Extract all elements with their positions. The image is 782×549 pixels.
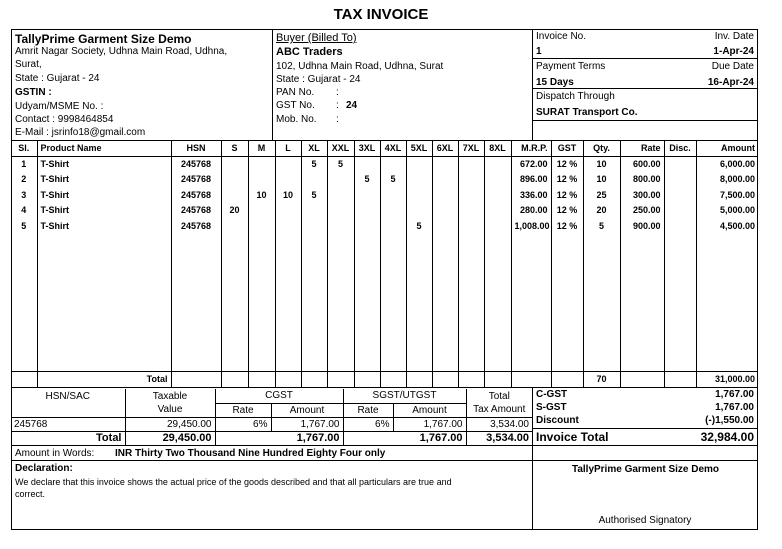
- discount-value: (-)1,550.00: [705, 415, 754, 426]
- col-header: 8XL: [484, 141, 511, 157]
- table-cell: [664, 219, 696, 235]
- tax-cgst-amount-label: Amount: [271, 403, 343, 417]
- buyer-address: 102, Udhna Main Road, Udhna, Surat: [276, 61, 444, 72]
- declaration-text-line1: We declare that this invoice shows the actual price of the goods described and that all particulars are true and: [15, 477, 452, 487]
- payment-terms-label: Payment Terms: [536, 61, 606, 72]
- table-cell: 5: [380, 172, 406, 188]
- col-header: L: [275, 141, 301, 157]
- table-cell: 5: [583, 219, 620, 235]
- tax-row-sgst-amount: 1,767.00: [393, 417, 466, 431]
- table-cell: [354, 157, 380, 173]
- dispatch-value: SURAT Transport Co.: [536, 107, 638, 118]
- seller-udyam: Udyam/MSME No. :: [15, 101, 104, 112]
- table-cell: T-Shirt: [37, 172, 171, 188]
- table-cell: [380, 188, 406, 204]
- declaration-text-line2: correct.: [15, 489, 46, 499]
- table-cell: 800.00: [620, 172, 664, 188]
- table-cell: [275, 219, 301, 235]
- table-cell: [432, 203, 458, 219]
- table-cell: [221, 219, 248, 235]
- items-total-label: Total: [37, 371, 171, 387]
- buyer-mob-colon: :: [336, 114, 339, 125]
- table-cell: 5: [354, 172, 380, 188]
- table-cell: [248, 219, 275, 235]
- table-cell: [327, 203, 354, 219]
- discount-label: Discount: [536, 415, 579, 426]
- table-cell: [484, 219, 511, 235]
- tax-total-row: [11, 431, 532, 445]
- tax-total-sgst: 1,767.00: [419, 431, 463, 444]
- buyer-gst-value: 24: [346, 100, 358, 111]
- items-header-row: [11, 141, 758, 157]
- table-cell: 12 %: [551, 203, 583, 219]
- col-header: Amount: [696, 141, 758, 157]
- table-cell: [327, 219, 354, 235]
- table-cell: 1,008.00: [511, 219, 551, 235]
- table-cell: 6,000.00: [696, 157, 758, 173]
- invoice-date-label: Inv. Date: [714, 31, 754, 42]
- table-cell: 300.00: [620, 188, 664, 204]
- invoice-no-label: Invoice No.: [536, 31, 587, 42]
- header-divider-1: [272, 29, 273, 140]
- table-cell: 900.00: [620, 219, 664, 235]
- table-row: [11, 219, 758, 235]
- seller-address-line2: Surat,: [15, 59, 42, 70]
- table-cell: [432, 157, 458, 173]
- table-cell: [248, 203, 275, 219]
- col-header: XL: [301, 141, 327, 157]
- table-cell: [458, 203, 484, 219]
- tax-total-label: Total: [466, 389, 532, 403]
- items-filler-row: [11, 234, 758, 371]
- table-row: [11, 203, 758, 219]
- tax-row-cgst-amount: 1,767.00: [271, 417, 343, 431]
- declaration-heading: Declaration:: [15, 463, 73, 474]
- table-cell: [458, 172, 484, 188]
- table-cell: 3: [11, 188, 37, 204]
- table-row: [11, 157, 758, 173]
- table-cell: 25: [583, 188, 620, 204]
- tax-cgst-rate-label: Rate: [215, 403, 271, 417]
- table-cell: [275, 203, 301, 219]
- table-cell: [458, 188, 484, 204]
- header-divider-2: [532, 29, 533, 140]
- buyer-state: State : Gujarat - 24: [276, 74, 361, 85]
- table-cell: 5: [301, 157, 327, 173]
- table-cell: 10: [275, 188, 301, 204]
- seller-state: State : Gujarat - 24: [15, 73, 100, 84]
- table-cell: 245768: [171, 188, 221, 204]
- seller-email: E-Mail : jsrinfo18@gmail.com: [15, 127, 146, 138]
- amount-words-bottom-line: [11, 460, 758, 461]
- table-cell: [484, 172, 511, 188]
- table-cell: 245768: [171, 172, 221, 188]
- col-header: Qty.: [583, 141, 620, 157]
- table-cell: [484, 188, 511, 204]
- col-header: GST: [551, 141, 583, 157]
- table-cell: [380, 157, 406, 173]
- table-cell: 5,000.00: [696, 203, 758, 219]
- col-header: Sl.: [11, 141, 37, 157]
- col-header: HSN: [171, 141, 221, 157]
- table-cell: 280.00: [511, 203, 551, 219]
- dispatch-divider: [532, 120, 758, 121]
- items-table: [11, 140, 758, 388]
- authorised-signatory: Authorised Signatory: [598, 515, 692, 526]
- table-cell: 4: [11, 203, 37, 219]
- table-cell: 5: [301, 188, 327, 204]
- invoice-no-value: 1: [536, 46, 542, 57]
- table-cell: [664, 172, 696, 188]
- table-cell: [664, 203, 696, 219]
- table-cell: 10: [583, 157, 620, 173]
- sgst-total-label: S-GST: [536, 402, 567, 413]
- table-cell: [301, 203, 327, 219]
- table-cell: [221, 172, 248, 188]
- due-date-label: Due Date: [711, 61, 754, 72]
- items-body: [11, 157, 758, 235]
- tax-total-row-label: Total: [96, 431, 122, 444]
- col-header: M: [248, 141, 275, 157]
- amount-words-top-line: [11, 445, 758, 446]
- col-header: 6XL: [432, 141, 458, 157]
- table-cell: 5: [11, 219, 37, 235]
- tax-row-hsn: 245768: [11, 417, 125, 431]
- seller-address-line1: Amrit Nagar Society, Udhna Main Road, Udhna,: [15, 46, 228, 57]
- table-cell: [484, 203, 511, 219]
- table-cell: 20: [583, 203, 620, 219]
- table-cell: 12 %: [551, 188, 583, 204]
- tax-amount-label: Tax Amount: [466, 403, 532, 417]
- col-header: 4XL: [380, 141, 406, 157]
- table-cell: [406, 203, 432, 219]
- tax-row-taxable: 29,450.00: [125, 417, 215, 431]
- amount-words-label: Amount in Words:: [15, 448, 95, 459]
- table-cell: [484, 157, 511, 173]
- col-header: 7XL: [458, 141, 484, 157]
- tax-sgst-amount-label: Amount: [393, 403, 466, 417]
- table-cell: T-Shirt: [37, 219, 171, 235]
- buyer-heading: Buyer (Billed To): [276, 32, 357, 44]
- col-header: Rate: [620, 141, 664, 157]
- table-cell: 896.00: [511, 172, 551, 188]
- col-header: M.R.P.: [511, 141, 551, 157]
- tax-sgst-label: SGST/UTGST: [343, 389, 466, 403]
- table-cell: 250.00: [620, 203, 664, 219]
- cgst-total-label: C-GST: [536, 389, 568, 400]
- signature-company: TallyPrime Garment Size Demo: [571, 464, 720, 475]
- table-row: [11, 188, 758, 204]
- table-cell: [380, 203, 406, 219]
- tax-summary-row: [11, 417, 532, 431]
- items-total-qty: 70: [583, 371, 620, 387]
- table-cell: 245768: [171, 203, 221, 219]
- cgst-total-value: 1,767.00: [715, 389, 754, 400]
- tax-value-label: Value: [125, 403, 215, 417]
- buyer-name: ABC Traders: [276, 46, 343, 58]
- seller-name: TallyPrime Garment Size Demo: [15, 32, 192, 46]
- table-cell: [275, 172, 301, 188]
- tax-hsn-label: HSN/SAC: [45, 390, 90, 402]
- table-cell: [275, 157, 301, 173]
- table-cell: [406, 188, 432, 204]
- buyer-pan-colon: :: [336, 87, 339, 98]
- col-header: XXL: [327, 141, 354, 157]
- table-cell: [248, 157, 275, 173]
- tax-total-cgst: 1,767.00: [296, 431, 340, 444]
- table-cell: [327, 172, 354, 188]
- items-total-amount: 31,000.00: [696, 371, 758, 387]
- col-header: Disc.: [664, 141, 696, 157]
- table-cell: 2: [11, 172, 37, 188]
- table-cell: 245768: [171, 219, 221, 235]
- tax-sgst-rate-label: Rate: [343, 403, 393, 417]
- dispatch-label: Dispatch Through: [536, 91, 615, 102]
- table-cell: [354, 219, 380, 235]
- items-total-row: [11, 371, 758, 387]
- table-cell: 5: [327, 157, 354, 173]
- invoice-total-label: Invoice Total: [536, 430, 609, 444]
- buyer-gst-label: GST No.: [276, 100, 315, 111]
- table-cell: 12 %: [551, 157, 583, 173]
- table-cell: 10: [583, 172, 620, 188]
- tax-taxable-label: Taxable: [125, 389, 215, 403]
- payment-terms-value: 15 Days: [536, 77, 574, 88]
- tax-total-taxable: 29,450.00: [125, 431, 215, 445]
- table-cell: [432, 172, 458, 188]
- table-cell: 5: [406, 219, 432, 235]
- amount-words-value: INR Thirty Two Thousand Nine Hundred Eighty Four only: [115, 448, 386, 459]
- tax-row-cgst-rate: 6%: [215, 417, 271, 431]
- tax-summary-table: [11, 389, 532, 445]
- table-cell: 20: [221, 203, 248, 219]
- table-cell: [664, 157, 696, 173]
- seller-gstin-label: GSTIN :: [15, 87, 52, 98]
- table-cell: T-Shirt: [37, 188, 171, 204]
- table-cell: [406, 157, 432, 173]
- buyer-gst-colon: :: [336, 100, 339, 111]
- table-cell: T-Shirt: [37, 157, 171, 173]
- table-cell: [432, 188, 458, 204]
- table-cell: [664, 188, 696, 204]
- table-cell: [354, 188, 380, 204]
- table-cell: [380, 219, 406, 235]
- invoice-total-value: 32,984.00: [700, 430, 754, 444]
- table-cell: [301, 172, 327, 188]
- buyer-pan-label: PAN No.: [276, 87, 315, 98]
- table-cell: [221, 188, 248, 204]
- table-cell: [354, 203, 380, 219]
- col-header: 3XL: [354, 141, 380, 157]
- table-cell: 4,500.00: [696, 219, 758, 235]
- sgst-total-value: 1,767.00: [715, 402, 754, 413]
- table-cell: 336.00: [511, 188, 551, 204]
- table-cell: [248, 172, 275, 188]
- table-cell: [221, 157, 248, 173]
- table-cell: [432, 219, 458, 235]
- table-row: [11, 172, 758, 188]
- table-cell: 8,000.00: [696, 172, 758, 188]
- table-cell: [301, 219, 327, 235]
- tax-row-sgst-rate: 6%: [343, 417, 393, 431]
- col-header: S: [221, 141, 248, 157]
- table-cell: [458, 219, 484, 235]
- invoice-title: TAX INVOICE: [333, 6, 429, 23]
- table-cell: 12 %: [551, 219, 583, 235]
- table-cell: [458, 157, 484, 173]
- invoice-date-value: 1-Apr-24: [713, 46, 754, 57]
- invoice-no-divider: [532, 58, 758, 59]
- tax-row-total-tax: 3,534.00: [466, 417, 532, 431]
- invoice-total-top-line: [532, 428, 758, 429]
- table-cell: [327, 188, 354, 204]
- table-cell: 600.00: [620, 157, 664, 173]
- tax-total-amount: 3,534.00: [466, 431, 532, 445]
- table-cell: 1: [11, 157, 37, 173]
- table-cell: 7,500.00: [696, 188, 758, 204]
- col-header: Product Name: [37, 141, 171, 157]
- table-cell: 12 %: [551, 172, 583, 188]
- col-header: 5XL: [406, 141, 432, 157]
- table-cell: 672.00: [511, 157, 551, 173]
- due-date-value: 16-Apr-24: [707, 77, 754, 88]
- table-cell: [406, 172, 432, 188]
- table-cell: 245768: [171, 157, 221, 173]
- buyer-mob-label: Mob. No.: [276, 114, 317, 125]
- table-cell: T-Shirt: [37, 203, 171, 219]
- table-cell: 10: [248, 188, 275, 204]
- seller-contact: Contact : 9998464854: [15, 114, 114, 125]
- tax-cgst-label: CGST: [215, 389, 343, 403]
